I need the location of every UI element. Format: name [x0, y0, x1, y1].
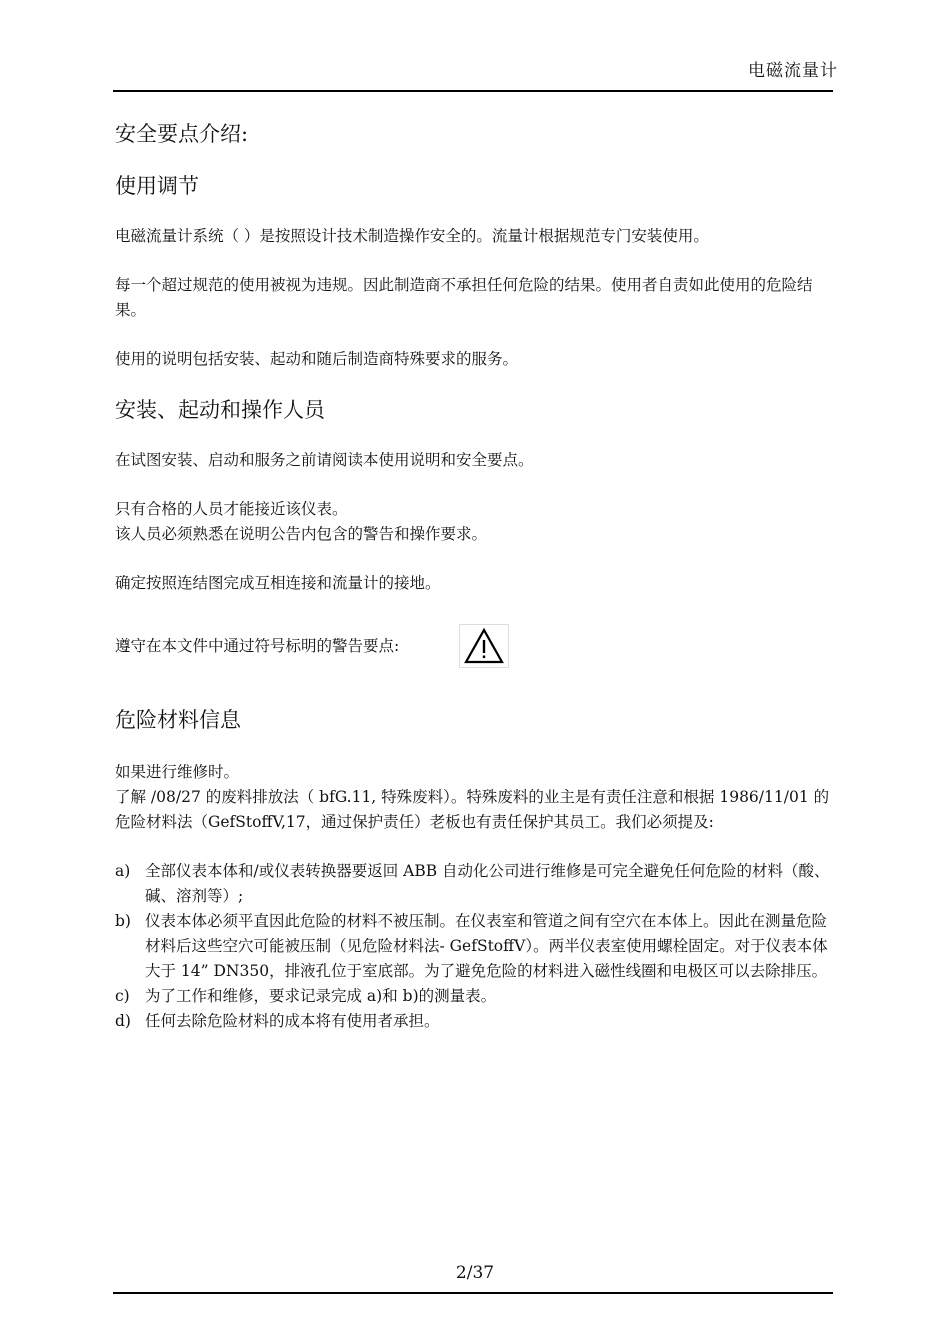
personnel-paragraph-3: 确定按照连结图完成互相连接和流量计的接地。 [115, 574, 441, 592]
list-item [115, 1009, 835, 1034]
list-item [115, 859, 835, 909]
usage-paragraph-3: 使用的说明包括安装、起动和随后制造商特殊要求的服务。 [115, 350, 519, 368]
personnel-heading: 安装、起动和操作人员 [115, 398, 325, 422]
list-item-text: 任何去除危险材料的成本将有使用者承担。 [145, 1012, 440, 1030]
page-number: 2/37 [455, 1263, 495, 1283]
list-marker: a) [115, 862, 131, 880]
list-item [115, 909, 835, 984]
hazard-requirements-list [115, 859, 835, 1034]
warning-triangle-icon [459, 624, 509, 668]
usage-heading: 使用调节 [115, 174, 199, 198]
hazard-heading: 危险材料信息 [115, 708, 241, 732]
usage-paragraph-2: 每一个超过规范的使用被视为违规。因此制造商不承担任何危险的结果。使用者自责如此使用的危险结果。 [115, 276, 813, 319]
document-header-title: 电磁流量计 [748, 61, 838, 81]
list-item-text: 仪表本体必须平直因此危险的材料不被压制。在仪表室和管道之间有空穴在本体上。因此在测量危险材料后这些空穴可能被压制（见危险材料法- GefStoffV）。两半仪表室使用螺栓固定。对于仪表本体大于 14” DN350，排液孔位于室底部。为了避免危险的材料进入磁性线圈和电极区可以去除排压。 [145, 912, 828, 980]
list-marker: d) [115, 1012, 131, 1030]
list-marker: c) [115, 987, 130, 1005]
personnel-paragraph-2b: 该人员必须熟悉在说明公告内包含的警告和操作要求。 [115, 525, 488, 543]
warning-notice [115, 624, 835, 668]
header-divider [113, 90, 833, 92]
intro-heading: 安全要点介绍: [115, 122, 249, 146]
list-item [115, 984, 835, 1009]
personnel-paragraph-1: 在试图安装、启动和服务之前请阅读本使用说明和安全要点。 [115, 451, 534, 469]
warning-text: 遵守在本文件中通过符号标明的警告要点: [115, 636, 400, 655]
footer-divider [113, 1292, 833, 1294]
list-item-text: 全部仪表本体和/或仪表转换器要返回 ABB 自动化公司进行维修是可完全避免任何危险的材料（酸、碱、溶剂等）; [145, 862, 830, 905]
usage-paragraph-1: 电磁流量计系统（ ）是按照设计技术制造操作安全的。流量计根据规范专门安装使用。 [115, 227, 709, 245]
personnel-paragraph-2a: 只有合格的人员才能接近该仪表。 [115, 500, 348, 518]
document-body [115, 118, 835, 1034]
hazard-paragraph-2: 了解 /08/27 的废料排放法（ bfG.11, 特殊废料）。特殊废料的业主是有责任注意和根据 1986/11/01 的危险材料法（GefStoffV,17，通过保护责任）老板也有责任保护其员工。我们必须提及: [115, 788, 830, 831]
list-item-text: 为了工作和维修，要求记录完成 a)和 b)的测量表。 [145, 987, 497, 1005]
list-marker: b) [115, 912, 131, 930]
hazard-paragraph-1: 如果进行维修时。 [115, 763, 240, 781]
